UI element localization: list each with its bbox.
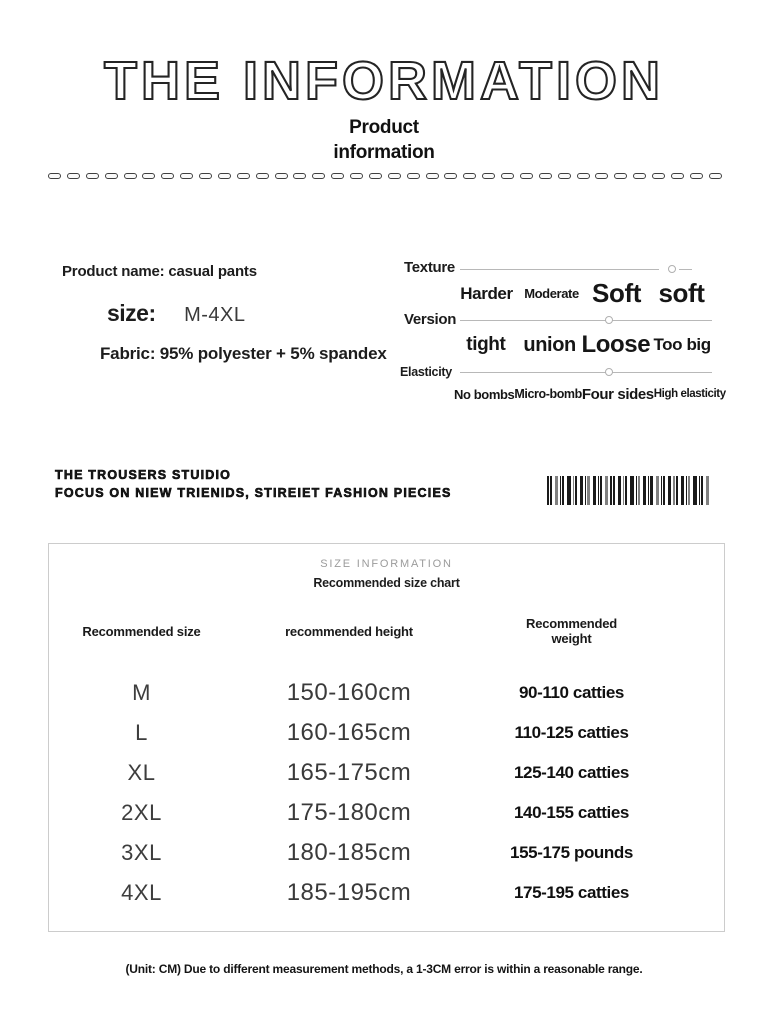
divider-dash: [520, 173, 533, 179]
barcode-bar: [625, 476, 627, 505]
size-chart-rows: [49, 673, 679, 913]
divider-dash: [67, 173, 80, 179]
scale-option: Loose: [581, 331, 651, 358]
scale-option: Too big: [653, 335, 711, 354]
size-cell: 2XL: [121, 800, 162, 825]
weight-cell: 110-125 catties: [514, 723, 629, 742]
height-cell: 180-185cm: [286, 839, 412, 866]
height-cell: 150-160cm: [286, 679, 412, 706]
barcode-bar: [613, 476, 615, 505]
dashed-divider: [48, 170, 722, 181]
barcode-bar: [567, 476, 571, 505]
divider-dash: [312, 173, 325, 179]
barcode-bar: [600, 476, 602, 505]
column-header-height: recommended height: [285, 623, 413, 639]
table-row: [49, 713, 679, 753]
table-row: [49, 793, 679, 833]
barcode-bar: [648, 476, 649, 505]
divider-dash: [293, 173, 306, 179]
divider-dash: [444, 173, 457, 179]
divider-dash: [161, 173, 174, 179]
divider-dash: [331, 173, 344, 179]
measurement-note: (Unit: CM) Due to different measurement methods, a 1-3CM error is within a reasonable range.: [125, 962, 643, 976]
barcode-bar: [610, 476, 612, 505]
barcode-bar: [638, 476, 640, 505]
scale-option: Soft: [592, 278, 641, 308]
weight-cell: 140-155 catties: [514, 803, 629, 822]
scale-option: tight: [466, 334, 506, 355]
scale-option: Micro-bomb: [514, 387, 582, 401]
attribute-scales: [396, 252, 726, 417]
texture-options: [454, 278, 714, 308]
size-cell: XL: [127, 760, 156, 785]
size-label: size:: [107, 300, 156, 326]
barcode: [547, 476, 717, 505]
size-cell: M: [132, 680, 151, 705]
version-options: [454, 330, 714, 360]
column-header-weight: Recommended weight: [526, 616, 617, 646]
barcode-bar: [650, 476, 653, 505]
size-chart-header: [49, 616, 679, 646]
weight-cell: 90-110 catties: [519, 683, 624, 702]
subtitle-line-1: Product: [349, 117, 419, 138]
divider-dash: [595, 173, 608, 179]
texture-slider: [460, 269, 712, 270]
barcode-bar: [605, 476, 608, 505]
scale-label-texture: Texture: [404, 259, 455, 276]
slider-line: [679, 269, 692, 270]
barcode-bar: [656, 476, 659, 505]
barcode-bar: [668, 476, 671, 505]
table-row: [49, 873, 679, 913]
divider-dash: [426, 173, 439, 179]
barcode-bar: [585, 476, 586, 505]
divider-dash: [501, 173, 514, 179]
divider-dash: [463, 173, 476, 179]
divider-dash: [652, 173, 665, 179]
barcode-bar: [618, 476, 621, 505]
height-cell: 185-195cm: [286, 879, 412, 906]
height-cell: 165-175cm: [286, 759, 412, 786]
barcode-bar: [575, 476, 577, 505]
scale-option: No bombs: [454, 386, 515, 402]
barcode-bar: [555, 476, 558, 505]
barcode-bar: [663, 476, 665, 505]
brand-line-2: FOCUS ON NIEW TRIENIDS, STIREIET FASHION PIECIES: [55, 486, 452, 500]
divider-dash: [86, 173, 99, 179]
divider-dash: [142, 173, 155, 179]
weight-cell: 175-195 catties: [514, 883, 629, 902]
barcode-bar: [587, 476, 590, 505]
divider-dash: [388, 173, 401, 179]
barcode-bar: [693, 476, 697, 505]
divider-dash: [350, 173, 363, 179]
scale-option: Four sides: [581, 385, 654, 403]
scale-label-version: Version: [404, 311, 457, 328]
slider-line: [460, 372, 712, 373]
texture-slider-knob-icon: [668, 265, 676, 273]
barcode-bar: [676, 476, 678, 505]
barcode-bar: [688, 476, 690, 505]
divider-dash: [105, 173, 118, 179]
divider-dash: [482, 173, 495, 179]
divider-dash: [690, 173, 703, 179]
barcode-bar: [686, 476, 687, 505]
version-slider-knob-icon: [605, 316, 613, 324]
column-header-size: Recommended size: [82, 623, 201, 639]
divider-dash: [369, 173, 382, 179]
divider-dash: [633, 173, 646, 179]
table-row: [49, 673, 679, 713]
size-value: M-4XL: [184, 304, 246, 326]
divider-dash: [614, 173, 627, 179]
divider-dash: [539, 173, 552, 179]
page-title: THE INFORMATION: [104, 51, 664, 111]
divider-dash: [218, 173, 231, 179]
scale-option: High elasticity: [653, 388, 726, 400]
barcode-bar: [573, 476, 574, 505]
divider-dash: [256, 173, 269, 179]
divider-dash: [671, 173, 684, 179]
divider-dash: [237, 173, 250, 179]
divider-dash: [199, 173, 212, 179]
barcode-bar: [681, 476, 684, 505]
barcode-bar: [562, 476, 564, 505]
scale-label-elasticity: Elasticity: [400, 365, 452, 379]
size-chart-title: Recommended size chart: [313, 576, 460, 590]
weight-cell: 155-175 pounds: [510, 843, 633, 862]
fabric-text: Fabric: 95% polyester + 5% spandex: [100, 344, 387, 363]
divider-dash: [275, 173, 288, 179]
elasticity-slider-knob-icon: [605, 368, 613, 376]
barcode-bar: [706, 476, 709, 505]
barcode-bar: [661, 476, 662, 505]
scale-option: union: [523, 333, 576, 356]
page-subtitle: [0, 115, 768, 165]
height-cell: 160-165cm: [286, 719, 412, 746]
barcode-bar: [547, 476, 549, 505]
table-row: [49, 753, 679, 793]
size-chart-panel: [48, 543, 725, 932]
barcode-bar: [550, 476, 552, 505]
version-slider: [460, 320, 712, 321]
barcode-bar: [598, 476, 599, 505]
size-row: [107, 300, 246, 327]
divider-dash: [407, 173, 420, 179]
table-row: [49, 833, 679, 873]
divider-dash: [709, 173, 722, 179]
weight-cell: 125-140 catties: [514, 763, 629, 782]
divider-dash: [558, 173, 571, 179]
divider-dash: [180, 173, 193, 179]
barcode-bar: [593, 476, 596, 505]
scale-option: soft: [658, 278, 705, 308]
barcode-bar: [643, 476, 646, 505]
size-cell: 3XL: [121, 840, 162, 865]
scale-option: Moderate: [524, 286, 579, 301]
slider-line: [460, 269, 659, 270]
size-cell: L: [135, 720, 148, 745]
divider-dash: [48, 173, 61, 179]
barcode-bar: [623, 476, 624, 505]
barcode-bar: [560, 476, 561, 505]
height-cell: 175-180cm: [286, 799, 412, 826]
brand-line-1: THE TROUSERS STUIDIO: [55, 468, 232, 482]
subtitle-line-2: information: [333, 142, 435, 163]
size-information-label: SIZE INFORMATION: [320, 558, 453, 570]
barcode-bar: [701, 476, 703, 505]
barcode-bar: [673, 476, 675, 505]
slider-line: [460, 320, 712, 321]
divider-dash: [124, 173, 137, 179]
barcode-bar: [699, 476, 700, 505]
elasticity-slider: [460, 372, 712, 373]
barcode-bar: [636, 476, 637, 505]
product-name-text: Product name: casual pants: [62, 263, 257, 280]
barcode-bar: [630, 476, 634, 505]
divider-dash: [577, 173, 590, 179]
scale-option: Harder: [460, 283, 513, 303]
barcode-bar: [580, 476, 583, 505]
size-cell: 4XL: [121, 880, 162, 905]
elasticity-options: [454, 382, 726, 406]
